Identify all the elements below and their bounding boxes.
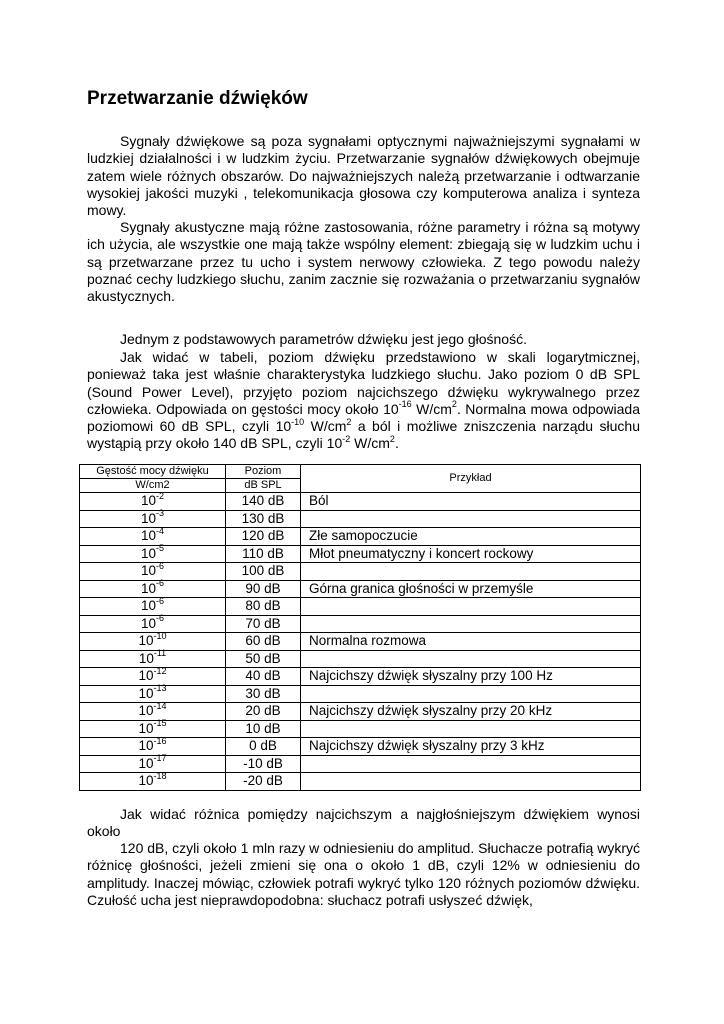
cell-example: Młot pneumatyczny i koncert rockowy xyxy=(301,545,641,563)
table-row xyxy=(80,755,641,773)
cell-example xyxy=(301,650,641,668)
cell-level: 90 dB xyxy=(226,580,301,598)
cell-level: 70 dB xyxy=(226,615,301,633)
cell-density: $10^{-6}$ xyxy=(80,615,226,633)
sound-level-table xyxy=(79,464,641,791)
paragraph-acoustic: Sygnały akustyczne mają różne zastosowania, różne parametry i różna są motywy ich użycia, ale wszystkie one mają także wspólny element: zbiegają się w ludzkim uchu i są przetwarzane przez tu ucho i system nerwowy człowieka. Z tego powodu należy poznać cechy ludzkiego słuchu, zanim zacznie się rozważania o przetwarzaniu sygnałów akustycznych. xyxy=(87,219,640,305)
cell-density: $10^{-5}$ xyxy=(80,545,226,563)
page-title: Przetwarzanie dźwięków xyxy=(87,88,308,109)
table-row xyxy=(80,773,641,791)
cell-density: $10^{-3}$ xyxy=(80,510,226,528)
header-density: Gęstość mocy dźwięku xyxy=(80,465,226,479)
cell-example: Najcichszy dźwięk słyszalny przy 20 kHz xyxy=(301,703,641,721)
table-row xyxy=(80,685,641,703)
cell-example xyxy=(301,615,641,633)
header-example: Przykład xyxy=(301,465,641,493)
cell-example xyxy=(301,773,641,791)
cell-example: Najcichszy dźwięk słyszalny przy 3 kHz xyxy=(301,738,641,756)
cell-level: -10 dB xyxy=(226,755,301,773)
header-level: Poziom xyxy=(226,465,301,479)
table-row xyxy=(80,720,641,738)
cell-level: 140 dB xyxy=(226,493,301,511)
table-row xyxy=(80,545,641,563)
paragraph-sensitivity: 120 dB, czyli około 1 mln razy w odniesieniu do amplitud. Słuchacze potrafią wykryć różnicę głośności, jeżeli zmieni się ona o około 1 dB, czyli 12% w odniesieniu do amplitudy. Inaczej mówiąc, człowiek potrafi wykryć tylko 120 różnych poziomów dźwięku. Czułość ucha jest nieprawdopodobna: słuchacz potrafi usłyszeć dźwięk, xyxy=(87,840,640,908)
table-row xyxy=(80,580,641,598)
cell-level: 0 dB xyxy=(226,738,301,756)
table-row xyxy=(80,650,641,668)
cell-density: $10^{-6}$ xyxy=(80,563,226,581)
cell-level: 30 dB xyxy=(226,685,301,703)
cell-example xyxy=(301,755,641,773)
cell-level: 10 dB xyxy=(226,720,301,738)
table-body xyxy=(80,490,641,791)
cell-density: $10^{-11}$ xyxy=(80,650,226,668)
cell-example xyxy=(301,598,641,616)
cell-density: $10^{-13}$ xyxy=(80,685,226,703)
cell-density: $10^{-15}$ xyxy=(80,720,226,738)
cell-level: 20 dB xyxy=(226,703,301,721)
cell-level: 130 dB xyxy=(226,510,301,528)
paragraph-loudness: Jednym z podstawowych parametrów dźwięku jest jego głośność. xyxy=(120,331,527,347)
cell-density: $10^{-10}$ xyxy=(80,633,226,651)
table-row xyxy=(80,615,641,633)
cell-level: 120 dB xyxy=(226,528,301,546)
header-level-unit: dB SPL xyxy=(226,479,301,493)
cell-level: 50 dB xyxy=(226,650,301,668)
cell-example: Normalna rozmowa xyxy=(301,633,641,651)
cell-example xyxy=(301,720,641,738)
cell-density: $10^{-12}$ xyxy=(80,668,226,686)
cell-density: $10^{-4}$ xyxy=(80,528,226,546)
cell-example: Złe samopoczucie xyxy=(301,528,641,546)
cell-level: -20 dB xyxy=(226,773,301,791)
cell-density: $10^{-6}$ xyxy=(80,580,226,598)
paragraph-difference: Jak widać różnica pomiędzy najcichszym a najgłośniejszym dźwiękiem wynosi około xyxy=(87,806,640,840)
cell-density: $10^{-14}$ xyxy=(80,703,226,721)
cell-density: $10^{-6}$ xyxy=(80,598,226,616)
cell-example xyxy=(301,563,641,581)
cell-level: 100 dB xyxy=(226,563,301,581)
cell-level: 40 dB xyxy=(226,668,301,686)
cell-level: 80 dB xyxy=(226,598,301,616)
header-density-unit: W/cm2 xyxy=(80,479,226,493)
cell-density: $10^{-2}$ xyxy=(80,493,226,511)
cell-level: 110 dB xyxy=(226,545,301,563)
cell-density: $10^{-16}$ xyxy=(80,738,226,756)
cell-density: $10^{-17}$ xyxy=(80,755,226,773)
paragraph-scale: Jak widać w tabeli, poziom dźwięku przedstawiono w skali logarytmicznej, ponieważ taka jest właśnie charakterystyka ludzkiego słuchu. Jako poziom 0 dB SPL (Sound Power Level), przyjęto poziom najcichszego dźwięku wykrywalnego przez człowieka. Odpowiada on gęstości mocy około $10^{-16}$ $W/cm^2$. Normalna mowa odpowiada poziomowi 60 dB SPL, czyli $10^{-10}$ $W/cm^2$ a ból i możliwe zniszczenia narządu słuchu wystąpią przy około 140 dB SPL, czyli $10^{-2}$ $W/cm^2$. xyxy=(87,349,640,452)
cell-example: Ból xyxy=(301,493,641,511)
cell-example xyxy=(301,685,641,703)
table-header-row-1 xyxy=(80,465,641,479)
cell-example: Najcichszy dźwięk słyszalny przy 100 Hz xyxy=(301,668,641,686)
cell-density: $10^{-18}$ xyxy=(80,773,226,791)
cell-example xyxy=(301,510,641,528)
cell-example: Górna granica głośności w przemyśle xyxy=(301,580,641,598)
cell-level: 60 dB xyxy=(226,633,301,651)
paragraph-intro: Sygnały dźwiękowe są poza sygnałami optycznymi najważniejszymi sygnałami w ludzkiej działalności i w ludzkim życiu. Przetwarzanie sygnałów dźwiękowych obejmuje zatem wiele różnych obszarów. Do najważniejszych należą przetwarzanie i odtwarzanie wysokiej jakości muzyki , telekomunikacja głosowa czy komputerowa analiza i synteza mowy. xyxy=(87,133,640,219)
table-row xyxy=(80,510,641,528)
